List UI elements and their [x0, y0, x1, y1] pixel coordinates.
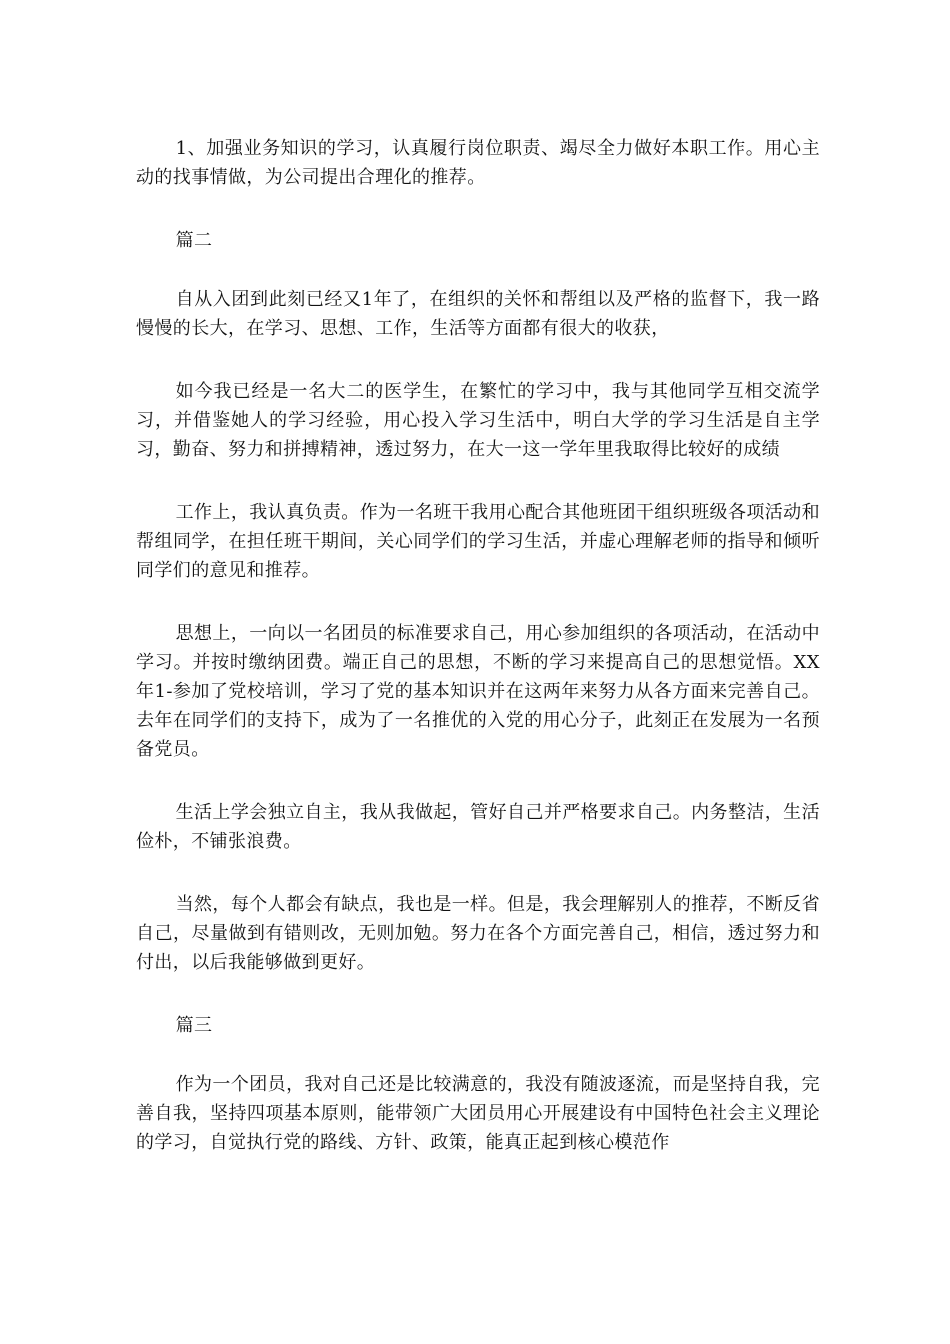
- paragraph-6: 生活上学会独立自主，我从我做起，管好自己并严格要求自己。内务整洁，生活俭朴，不铺张浪费。: [136, 802, 820, 852]
- paragraph-1: 1、加强业务知识的学习，认真履行岗位职责、竭尽全力做好本职工作。用心主动的找事情做，为公司提出合理化的推荐。: [136, 138, 820, 188]
- paragraph-7: 当然，每个人都会有缺点，我也是一样。但是，我会理解别人的推荐，不断反省自己，尽量做到有错则改，无则加勉。努力在各个方面完善自己，相信，透过努力和付出，以后我能够做到更好。: [136, 894, 820, 973]
- document-body: [136, 134, 820, 1191]
- paragraph-3: 如今我已经是一名大二的医学生，在繁忙的学习中，我与其他同学互相交流学习，并借鉴她人的学习经验，用心投入学习生活中，明白大学的学习生活是自主学习，勤奋、努力和拼搏精神，透过努力，在大一这一学年里我取得比较好的成绩: [136, 381, 820, 460]
- section-heading-2: 篇二: [175, 230, 213, 251]
- paragraph-2: 自从入团到此刻已经又1年了，在组织的关怀和帮组以及严格的监督下，我一路慢慢的长大，在学习、思想、工作，生活等方面都有很大的收获，: [136, 289, 820, 339]
- paragraph-4: 工作上，我认真负责。作为一名班干我用心配合其他班团干组织班级各项活动和帮组同学，在担任班干期间，关心同学们的学习生活，并虚心理解老师的指导和倾听同学们的意见和推荐。: [136, 502, 820, 581]
- paragraph-8: 作为一个团员，我对自己还是比较满意的，我没有随波逐流，而是坚持自我，完善自我，坚持四项基本原则，能带领广大团员用心开展建设有中国特色社会主义理论的学习，自觉执行党的路线、方针、政策，能真正起到核心模范作: [136, 1074, 820, 1153]
- paragraph-5: 思想上，一向以一名团员的标准要求自己，用心参加组织的各项活动，在活动中学习。并按时缴纳团费。端正自己的思想，不断的学习来提高自己的思想觉悟。XX年1-参加了党校培训，学习了党的基本知识并在这两年来努力从各方面来完善自己。去年在同学们的支持下，成为了一名推优的入党的用心分子，此刻正在发展为一名预备党员。: [136, 623, 820, 760]
- section-heading-3: 篇三: [175, 1015, 213, 1036]
